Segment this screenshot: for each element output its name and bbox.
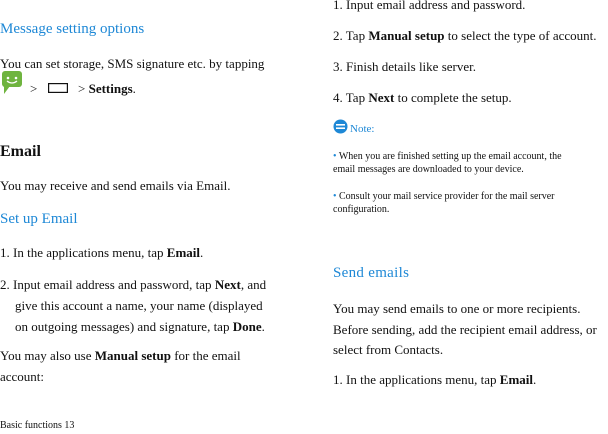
step-text: 4. Tap <box>333 90 369 105</box>
note-text: When you are finished setting up the email account, the <box>338 151 562 162</box>
messaging-app-icon <box>1 70 23 95</box>
email-label: Email <box>499 372 534 387</box>
step-text: 1. In the applications menu, tap <box>333 372 500 387</box>
period: . <box>533 372 537 387</box>
note-text: Consult your mail service provider for the mail server <box>339 191 555 202</box>
manual-setup-text-line-2: account: <box>0 369 45 384</box>
step-text: 2. Input email address and password, tap <box>0 277 215 292</box>
period: . <box>132 81 136 96</box>
next-label: Next <box>214 277 241 292</box>
done-label: Done <box>232 319 262 334</box>
path-separator: > <box>78 81 86 96</box>
page-footer: Basic functions 13 <box>0 420 75 431</box>
heading-set-up-email: Set up Email <box>0 211 78 227</box>
send-emails-text-line-2: Before sending, add the recipient email address, or <box>333 322 597 337</box>
note-icon <box>333 119 348 134</box>
note-bullet-1 <box>333 150 562 163</box>
step-text: 2. Tap <box>333 28 369 43</box>
manual-step-1: 1. Input email address and password. <box>333 0 526 12</box>
note-header <box>333 119 374 137</box>
manual-setup-text <box>0 348 241 364</box>
send-emails-text-line-1: You may send emails to one or more recipients. <box>333 301 581 316</box>
manual-setup-label: Manual setup <box>94 348 171 363</box>
step-text: , and <box>240 277 267 292</box>
settings-path-text <box>78 81 136 97</box>
menu-key-icon <box>48 83 68 93</box>
note-bullet-2 <box>333 190 555 203</box>
heading-send-emails: Send emails <box>333 265 410 281</box>
bullet-icon: • <box>333 151 337 162</box>
send-emails-text-line-3: select from Contacts. <box>333 342 444 357</box>
setup-step-2 <box>0 277 266 293</box>
step-text: You may also use <box>0 348 95 363</box>
note-bullet-2-line-2: configuration. <box>333 204 390 215</box>
period: . <box>200 245 204 260</box>
message-settings-paragraph: You can set storage, SMS signature etc. by tapping <box>0 56 265 71</box>
setup-step-1 <box>0 245 203 261</box>
step-text: on outgoing messages) and signature, tap <box>15 319 233 334</box>
manual-step-2 <box>333 28 597 44</box>
setup-step-2-line-3 <box>15 319 265 335</box>
step-text: 1. In the applications menu, tap <box>0 245 167 260</box>
send-step-1 <box>333 372 536 388</box>
manual-step-3: 3. Finish details like server. <box>333 59 476 74</box>
path-separator: > <box>30 81 38 96</box>
step-text: for the email <box>170 348 241 363</box>
note-bullet-1-line-2: email messages are downloaded to your device. <box>333 164 524 175</box>
email-intro-text: You may receive and send emails via Email. <box>0 178 231 193</box>
step-text: to complete the setup. <box>394 90 512 105</box>
next-label: Next <box>368 90 395 105</box>
settings-label: Settings <box>88 81 133 96</box>
period: . <box>261 319 265 334</box>
heading-message-setting-options: Message setting options <box>0 21 145 37</box>
note-label: Note: <box>350 123 375 135</box>
setup-step-2-line-2: give this account a name, your name (displayed <box>15 298 263 313</box>
step-text: to select the type of account. <box>444 28 597 43</box>
manual-step-4 <box>333 90 512 106</box>
email-label: Email <box>166 245 201 260</box>
manual-setup-label: Manual setup <box>368 28 445 43</box>
heading-email: Email <box>0 143 41 160</box>
bullet-icon: • <box>333 191 337 202</box>
